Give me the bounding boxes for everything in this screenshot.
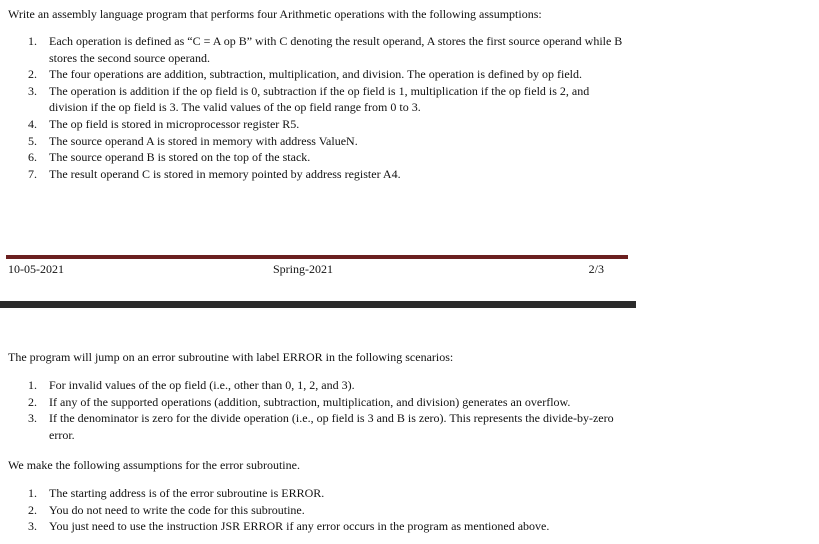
list-text: The four operations are addition, subtraction, multiplication, and division. The operation is defined by op field. <box>49 67 582 82</box>
list-number: 2. <box>28 67 37 82</box>
page-footer <box>8 262 628 278</box>
list-number: 7. <box>28 166 37 181</box>
list-text: If the denominator is zero for the divide operation (i.e., op field is 3 and B is zero). This represents the divide-by-zero error. <box>49 411 614 442</box>
subroutine-intro-paragraph: We make the following assumptions for the error subroutine. <box>8 458 300 472</box>
footer-page-number: 2/3 <box>588 262 604 276</box>
list-item <box>28 149 630 166</box>
list-item <box>28 166 630 183</box>
list-text: The source operand B is stored on the top of the stack. <box>49 150 311 165</box>
list-item <box>28 518 630 535</box>
subroutine-assumptions-list <box>28 485 630 535</box>
list-item <box>28 377 630 394</box>
list-number: 6. <box>28 150 37 165</box>
list-text: The result operand C is stored in memory pointed by address register A4. <box>49 166 401 181</box>
list-text: The op field is stored in microprocessor register R5. <box>49 116 300 131</box>
list-number: 5. <box>28 133 37 148</box>
list-number: 2. <box>28 394 37 409</box>
list-text: For invalid values of the op field (i.e., other than 0, 1, 2, and 3). <box>49 378 355 392</box>
list-number: 2. <box>28 502 37 517</box>
list-item <box>28 410 630 443</box>
list-number: 1. <box>28 486 37 500</box>
list-text: You do not need to write the code for this subroutine. <box>49 502 305 517</box>
list-item <box>28 133 630 150</box>
list-text: The source operand A is stored in memory with address ValueN. <box>49 133 358 148</box>
list-item <box>28 394 630 411</box>
list-item <box>28 83 630 116</box>
error-scenarios-list <box>28 377 630 443</box>
footer-term: Spring-2021 <box>273 262 333 276</box>
list-item <box>28 33 630 66</box>
list-number: 1. <box>28 378 37 392</box>
list-text: The starting address is of the error subroutine is ERROR. <box>49 486 325 500</box>
footer-date: 10-05-2021 <box>8 262 64 276</box>
list-text: The operation is addition if the op field is 0, subtraction if the op field is 1, multiplication if the op field is 2, and division if the op field is 3. The valid values of the op field range from 0 to 3. <box>49 83 590 115</box>
list-item <box>28 116 630 133</box>
list-number: 3. <box>28 83 37 98</box>
intro-paragraph: Write an assembly language program that performs four Arithmetic operations with the following assumptions: <box>8 7 542 21</box>
list-item <box>28 485 630 502</box>
list-number: 3. <box>28 519 37 534</box>
list-item <box>28 66 630 83</box>
list-text: Each operation is defined as “C = A op B” with C denoting the result operand, A stores the first source operand while B stores the second source operand. <box>49 34 623 65</box>
list-item <box>28 502 630 519</box>
list-number: 3. <box>28 411 37 426</box>
error-intro-paragraph: The program will jump on an error subroutine with label ERROR in the following scenarios: <box>8 350 454 364</box>
list-number: 4. <box>28 116 37 131</box>
footer-divider <box>6 255 628 259</box>
list-text: You just need to use the instruction JSR ERROR if any error occurs in the program as mentioned above. <box>49 519 550 534</box>
assumptions-list <box>28 33 630 182</box>
list-number: 1. <box>28 34 37 48</box>
page-break-bar <box>0 301 636 308</box>
list-text: If any of the supported operations (addition, subtraction, multiplication, and division) generates an overflow. <box>49 394 571 409</box>
